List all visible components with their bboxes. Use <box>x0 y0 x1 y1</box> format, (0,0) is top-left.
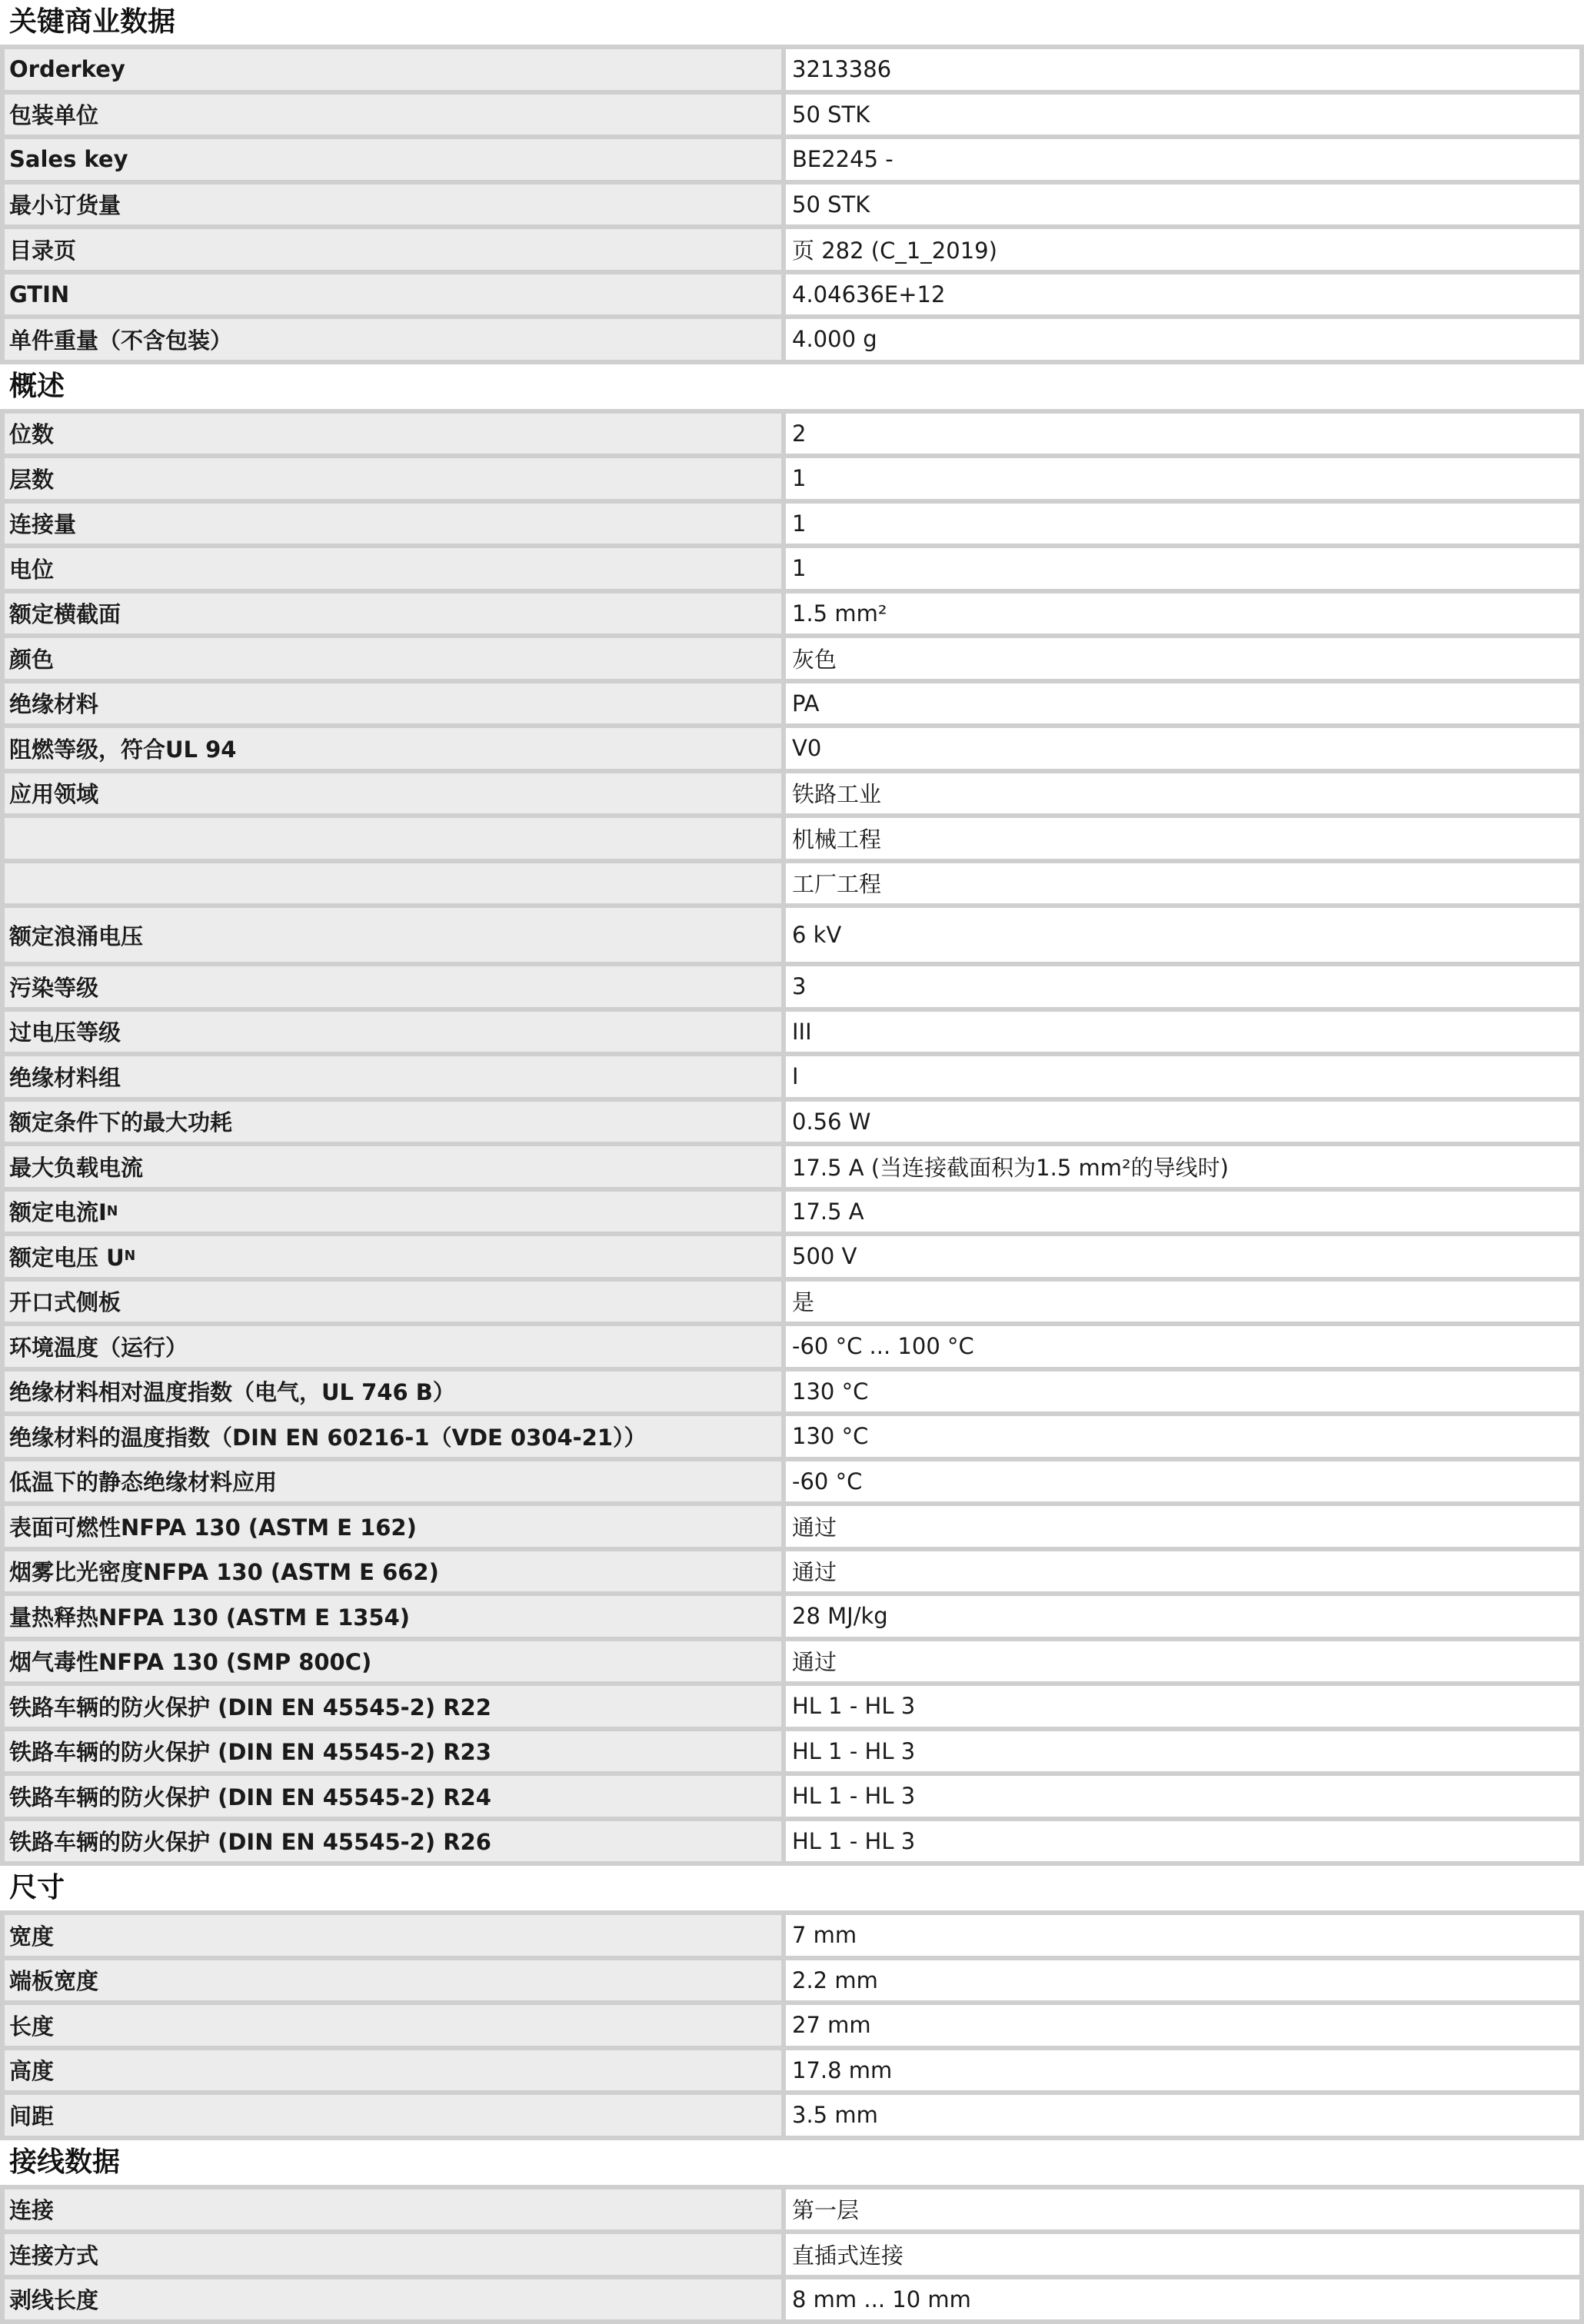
row-value: 第一层 <box>786 2189 1584 2230</box>
table-row <box>0 593 1584 639</box>
table-row <box>0 1056 1584 1102</box>
row-value: 是 <box>786 1282 1584 1322</box>
table-row <box>0 2279 1584 2324</box>
table-row <box>0 1102 1584 1147</box>
section-title: 尺寸 <box>0 1866 1584 1910</box>
row-label <box>0 683 786 724</box>
row-label <box>0 1686 786 1727</box>
table-row <box>0 1236 1584 1282</box>
row-label-text: 端板宽度 <box>9 1964 98 1996</box>
section-title: 关键商业数据 <box>0 0 1584 45</box>
row-label <box>0 863 786 904</box>
row-value: 通过 <box>786 1551 1584 1592</box>
row-label-text: Sales key <box>9 146 128 172</box>
row-label-text: 应用领域 <box>9 777 98 809</box>
row-label <box>0 728 786 769</box>
row-label-text: 最大负载电流 <box>9 1151 143 1182</box>
row-label <box>0 1960 786 2001</box>
row-label-text: 位数 <box>9 417 54 449</box>
row-label-subscript: N <box>125 1248 136 1264</box>
table-row <box>0 458 1584 504</box>
table-row <box>0 1192 1584 1237</box>
row-value: 130 °C <box>786 1371 1584 1412</box>
row-value: 通过 <box>786 1506 1584 1547</box>
row-value: -60 °C ... 100 °C <box>786 1326 1584 1367</box>
table-row <box>0 229 1584 274</box>
row-label <box>0 274 786 315</box>
table-row <box>0 1371 1584 1417</box>
row-label <box>0 1371 786 1412</box>
row-label <box>0 1192 786 1232</box>
row-label-text: 电位 <box>9 553 54 584</box>
table-row <box>0 1506 1584 1551</box>
row-value: 130 °C <box>786 1416 1584 1457</box>
table-row <box>0 139 1584 185</box>
row-value: 50 STK <box>786 95 1584 135</box>
table-row <box>0 683 1584 729</box>
row-label <box>0 2005 786 2046</box>
row-value: 铁路工业 <box>786 773 1584 814</box>
row-label <box>0 2189 786 2230</box>
table-row <box>0 908 1584 966</box>
row-value: 通过 <box>786 1641 1584 1682</box>
table-row <box>0 1551 1584 1597</box>
row-label-text: 绝缘材料组 <box>9 1061 121 1092</box>
row-value: 灰色 <box>786 638 1584 679</box>
table-row <box>0 185 1584 230</box>
row-value: 8 mm ... 10 mm <box>786 2279 1584 2320</box>
row-value: HL 1 - HL 3 <box>786 1731 1584 1772</box>
table-row <box>0 1960 1584 2006</box>
row-label <box>0 229 786 270</box>
row-value: PA <box>786 683 1584 724</box>
row-label-text: 目录页 <box>9 234 76 265</box>
table-row <box>0 2189 1584 2235</box>
row-label-text: 包装单位 <box>9 98 98 130</box>
row-label <box>0 2095 786 2136</box>
table-row <box>0 1416 1584 1461</box>
row-label <box>0 2050 786 2091</box>
row-label <box>0 49 786 90</box>
row-value: 50 STK <box>786 185 1584 225</box>
row-label <box>0 773 786 814</box>
row-label <box>0 1776 786 1817</box>
row-value: 3 <box>786 966 1584 1007</box>
row-value: HL 1 - HL 3 <box>786 1776 1584 1817</box>
row-label <box>0 504 786 544</box>
row-label <box>0 319 786 360</box>
row-value: 0.56 W <box>786 1102 1584 1142</box>
table-row <box>0 818 1584 863</box>
row-value: 2 <box>786 414 1584 454</box>
table-row <box>0 1776 1584 1821</box>
row-label-text: 绝缘材料 <box>9 687 98 719</box>
row-value: 28 MJ/kg <box>786 1596 1584 1637</box>
row-label <box>0 1461 786 1502</box>
table-row <box>0 1731 1584 1777</box>
row-label <box>0 95 786 135</box>
row-label-text: 烟气毒性NFPA 130 (SMP 800C) <box>9 1645 371 1677</box>
row-label <box>0 1102 786 1142</box>
row-value: 直插式连接 <box>786 2234 1584 2275</box>
table-row <box>0 1282 1584 1327</box>
row-label <box>0 185 786 225</box>
table-row <box>0 49 1584 95</box>
row-label <box>0 1506 786 1547</box>
row-label <box>0 1236 786 1277</box>
row-label-text: 低温下的静态绝缘材料应用 <box>9 1465 277 1497</box>
row-value: I <box>786 1056 1584 1097</box>
row-label <box>0 638 786 679</box>
row-label-text: 剥线长度 <box>9 2283 98 2315</box>
row-label <box>0 966 786 1007</box>
row-value: 7 mm <box>786 1915 1584 1956</box>
row-value: HL 1 - HL 3 <box>786 1821 1584 1862</box>
row-value: 500 V <box>786 1236 1584 1277</box>
row-label-text: 额定电压 U <box>9 1241 125 1272</box>
row-value: 3.5 mm <box>786 2095 1584 2136</box>
row-label-text: 最小订货量 <box>9 188 121 220</box>
row-label-text: 单件重量（不含包装） <box>9 324 232 355</box>
row-label <box>0 2279 786 2320</box>
row-label <box>0 1641 786 1682</box>
table-row <box>0 548 1584 593</box>
row-value: 6 kV <box>786 908 1584 962</box>
row-value: 工厂工程 <box>786 863 1584 904</box>
table-row <box>0 1326 1584 1371</box>
row-label-text: 额定条件下的最大功耗 <box>9 1105 232 1137</box>
row-value: 1.5 mm² <box>786 593 1584 634</box>
row-label-text: 间距 <box>9 2100 54 2131</box>
row-label <box>0 1731 786 1772</box>
row-label-text: 宽度 <box>9 1920 54 1951</box>
table-row <box>0 638 1584 683</box>
table-row <box>0 773 1584 819</box>
row-label-text: 额定横截面 <box>9 597 121 629</box>
row-label-text: 额定电流I <box>9 1195 107 1227</box>
table-row <box>0 1821 1584 1867</box>
row-label-text: 铁路车辆的防火保护 (DIN EN 45545-2) R24 <box>9 1780 491 1812</box>
row-label-text: 量热释热NFPA 130 (ASTM E 1354) <box>9 1601 410 1632</box>
row-label <box>0 1282 786 1322</box>
table-row <box>0 1461 1584 1507</box>
row-label-subscript: N <box>107 1204 118 1219</box>
table-row <box>0 966 1584 1012</box>
row-label <box>0 908 786 962</box>
row-value: HL 1 - HL 3 <box>786 1686 1584 1727</box>
row-value: 4.04636E+12 <box>786 274 1584 315</box>
row-label-text: Orderkey <box>9 56 125 82</box>
row-value: 2.2 mm <box>786 1960 1584 2001</box>
row-value: 机械工程 <box>786 818 1584 859</box>
row-label-text: 铁路车辆的防火保护 (DIN EN 45545-2) R22 <box>9 1691 491 1722</box>
row-value: 17.8 mm <box>786 2050 1584 2091</box>
row-label <box>0 1012 786 1052</box>
table-row <box>0 1146 1584 1192</box>
row-value: 27 mm <box>786 2005 1584 2046</box>
row-label <box>0 1551 786 1592</box>
row-label <box>0 818 786 859</box>
table-row <box>0 1915 1584 1960</box>
row-value: -60 °C <box>786 1461 1584 1502</box>
row-label <box>0 414 786 454</box>
row-label <box>0 593 786 634</box>
row-label-text: 铁路车辆的防火保护 (DIN EN 45545-2) R23 <box>9 1735 491 1767</box>
row-label <box>0 1596 786 1637</box>
table-row <box>0 2050 1584 2096</box>
table-row <box>0 414 1584 459</box>
table-row <box>0 1596 1584 1641</box>
row-value: BE2245 - <box>786 139 1584 180</box>
row-value: 3213386 <box>786 49 1584 90</box>
row-label-text: 绝缘材料的温度指数（DIN EN 60216-1（VDE 0304-21）） <box>9 1421 647 1452</box>
row-label-text: 连接方式 <box>9 2239 98 2270</box>
row-label <box>0 1915 786 1956</box>
table-row <box>0 2005 1584 2050</box>
row-label-text: 长度 <box>9 2010 54 2041</box>
row-value: III <box>786 1012 1584 1052</box>
row-label-text: 绝缘材料相对温度指数（电气，UL 746 B） <box>9 1375 455 1407</box>
row-label-text: 烟雾比光密度NFPA 130 (ASTM E 662) <box>9 1555 439 1587</box>
row-label-text: 颜色 <box>9 643 54 674</box>
row-label <box>0 1146 786 1187</box>
table-row <box>0 2234 1584 2279</box>
row-label-text: 层数 <box>9 463 54 494</box>
row-label <box>0 1056 786 1097</box>
row-label-text: 污染等级 <box>9 971 98 1002</box>
row-value: 1 <box>786 504 1584 544</box>
row-value: 页 282 (C_1_2019) <box>786 229 1584 270</box>
table-row <box>0 1012 1584 1057</box>
table-row <box>0 2095 1584 2140</box>
row-value: 1 <box>786 548 1584 589</box>
row-label-text: 表面可燃性NFPA 130 (ASTM E 162) <box>9 1511 417 1542</box>
row-label <box>0 548 786 589</box>
row-label <box>0 139 786 180</box>
table-row <box>0 504 1584 549</box>
table-row <box>0 863 1584 909</box>
row-label <box>0 1326 786 1367</box>
row-label-text: 阻燃等级，符合UL 94 <box>9 733 236 764</box>
row-value: 1 <box>786 458 1584 499</box>
row-label <box>0 458 786 499</box>
row-label-text: 开口式侧板 <box>9 1285 121 1317</box>
row-label-text: 连接 <box>9 2193 54 2225</box>
table-row <box>0 274 1584 320</box>
row-value: 4.000 g <box>786 319 1584 360</box>
row-label <box>0 1821 786 1862</box>
row-value: 17.5 A (当连接截面积为1.5 mm²的导线时) <box>786 1146 1584 1187</box>
row-label-text: 连接量 <box>9 507 76 539</box>
row-label <box>0 2234 786 2275</box>
section-title: 接线数据 <box>0 2140 1584 2185</box>
row-label-text: 额定浪涌电压 <box>9 919 143 951</box>
row-value: 17.5 A <box>786 1192 1584 1232</box>
row-label-text: 环境温度（运行） <box>9 1331 188 1362</box>
table-row <box>0 1686 1584 1731</box>
row-label-text: 铁路车辆的防火保护 (DIN EN 45545-2) R26 <box>9 1825 491 1857</box>
row-value: V0 <box>786 728 1584 769</box>
table-row <box>0 728 1584 773</box>
section-title: 概述 <box>0 364 1584 409</box>
row-label-text: 高度 <box>9 2054 54 2086</box>
row-label-text: 过电压等级 <box>9 1016 121 1047</box>
table-row <box>0 95 1584 140</box>
row-label-text: GTIN <box>9 281 69 308</box>
table-row <box>0 1641 1584 1687</box>
row-label <box>0 1416 786 1457</box>
table-row <box>0 319 1584 364</box>
